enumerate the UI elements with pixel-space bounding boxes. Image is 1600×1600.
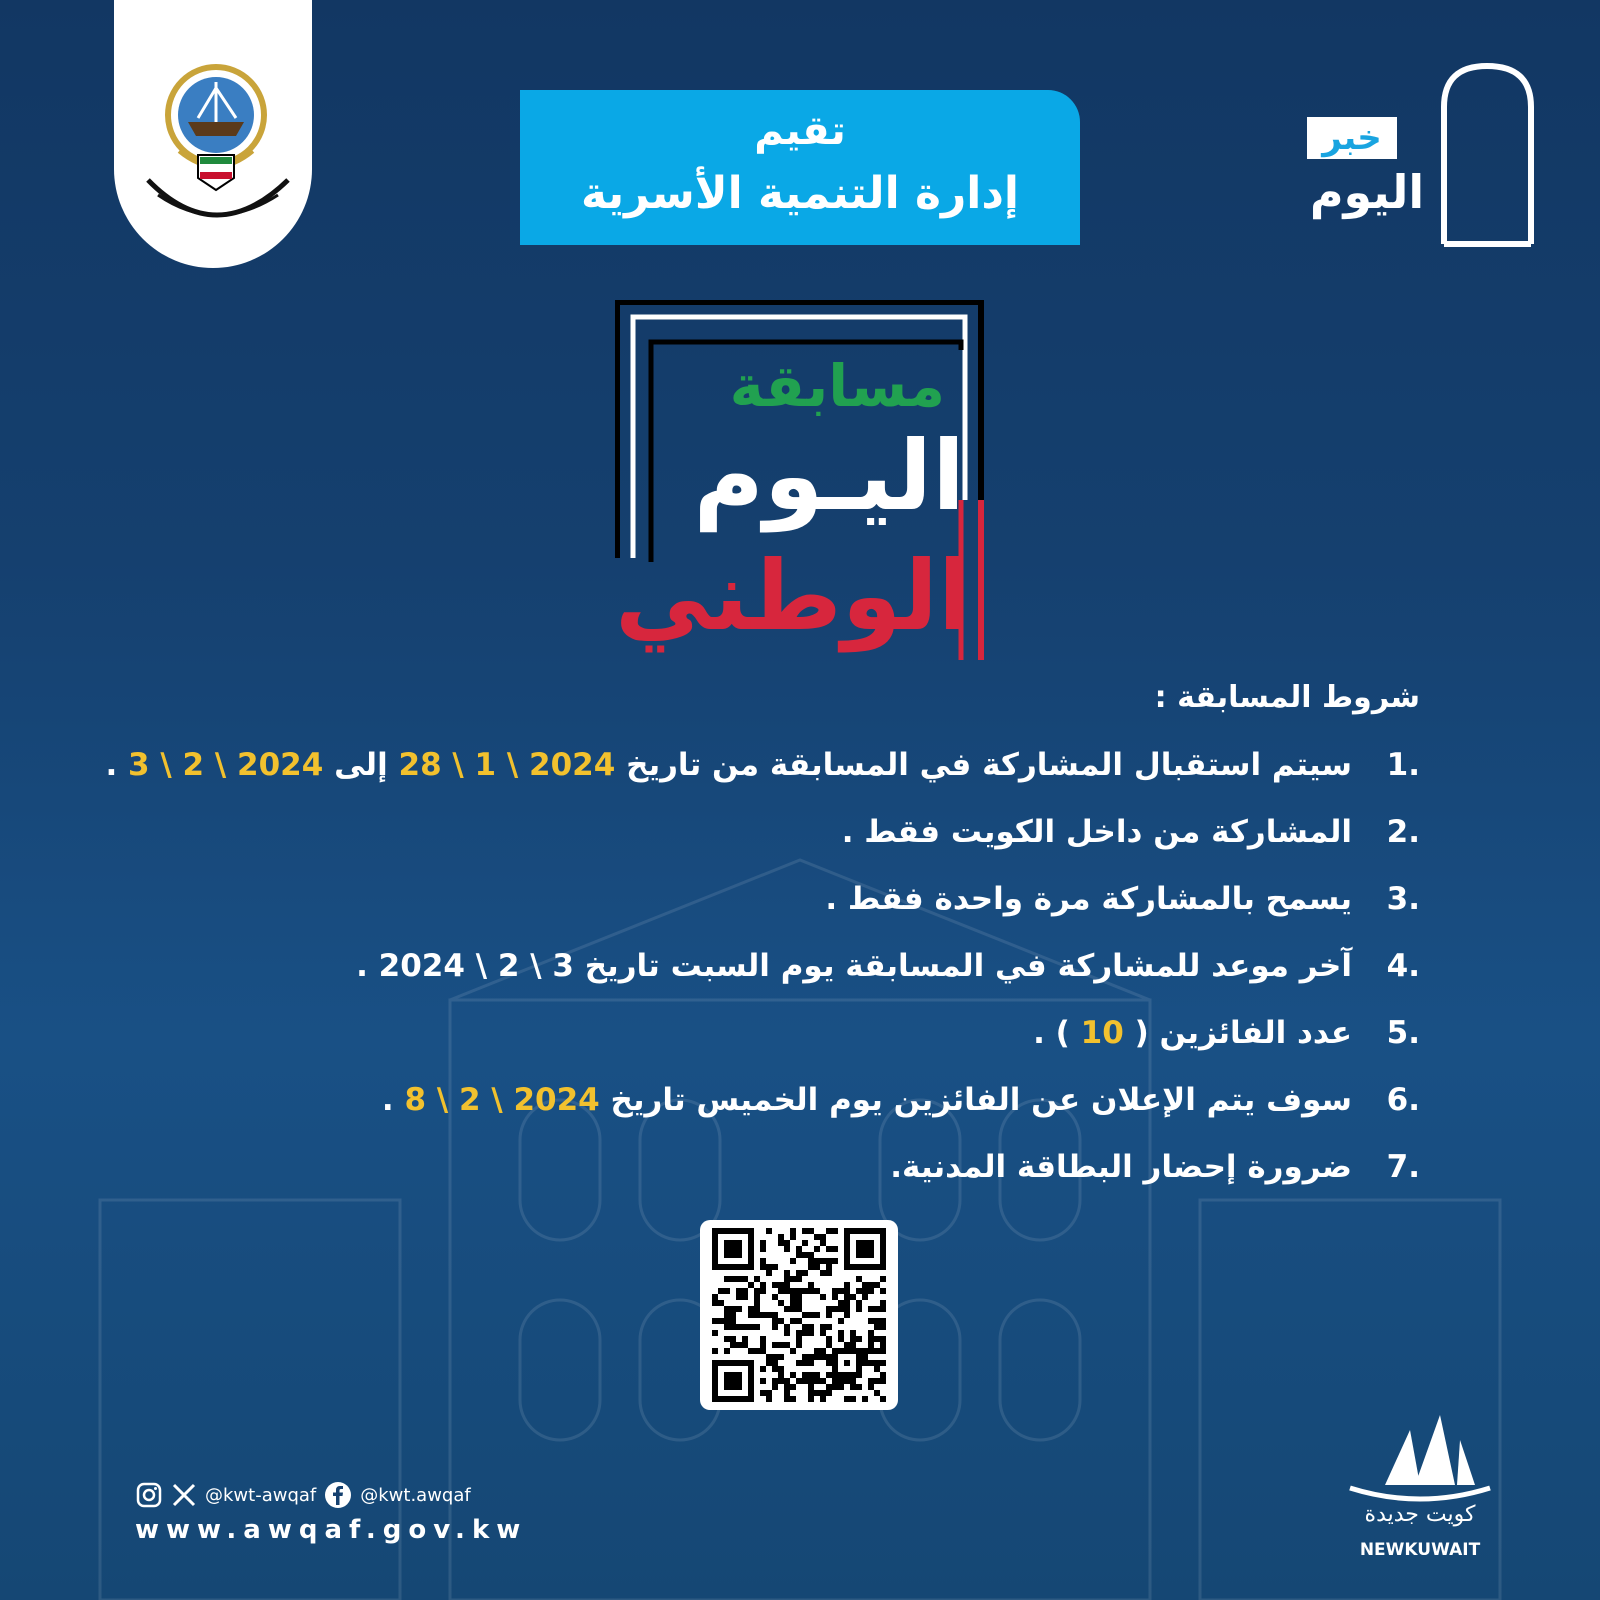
condition-number: .7 [1386, 1149, 1420, 1185]
newkuwait-arabic: كويت جديدة [1364, 1502, 1476, 1527]
conditions-heading: شروط المسابقة : [1154, 680, 1420, 715]
x-handle[interactable]: @kwt-awqaf [205, 1484, 317, 1506]
alyoum-word-large: اليـوم [693, 420, 965, 532]
date-highlight: 8 \ 2 \ 2024 [404, 1082, 600, 1118]
arch-icon [1440, 62, 1535, 247]
instagram-icon[interactable] [135, 1481, 163, 1509]
newkuwait-dhow-icon [1345, 1410, 1495, 1505]
social-handles [135, 1475, 471, 1515]
newkuwait-english: NEWKUWAIT [1359, 1540, 1481, 1560]
condition-item: .3 يسمح بالمشاركة مرة واحدة فقط . [150, 866, 1420, 933]
date-highlight: 3 \ 2 \ 2024 [128, 747, 324, 783]
condition-item: .7 ضرورة إحضار البطاقة المدنية. [150, 1134, 1420, 1201]
ministry-emblem-icon [128, 60, 298, 240]
condition-item: .6 سوف يتم الإعلان عن الفائزين يوم الخميس تاريخ 8 \ 2 \ 2024 . [150, 1067, 1420, 1134]
x-icon[interactable] [171, 1482, 197, 1508]
title-line-1: تقيم [754, 108, 846, 154]
qr-code-icon [710, 1228, 888, 1402]
facebook-handle[interactable]: @kwt.awqaf [360, 1484, 471, 1506]
title-banner [520, 90, 1080, 245]
alwatani-word: الوطني [615, 540, 971, 652]
competition-word: مسابقة [729, 352, 945, 420]
condition-number: .2 [1386, 814, 1420, 850]
newkuwait-logo [1345, 1410, 1505, 1570]
condition-item: .4 آخر موعد للمشاركة في المسابقة يوم السبت تاريخ 3 \ 2 \ 2024 . [150, 933, 1420, 1000]
facebook-icon[interactable] [324, 1481, 352, 1509]
khabar-alyoum-logo [1295, 62, 1535, 250]
condition-item: .5 عدد الفائزين ( 10 ) . [150, 1000, 1420, 1067]
khabar-word: خبر [1307, 117, 1397, 159]
condition-number: .1 [1386, 747, 1420, 783]
ministry-logo-tab [114, 0, 312, 268]
date-highlight: 28 \ 1 \ 2024 [398, 747, 616, 783]
alyoum-word: اليوم [1309, 165, 1425, 219]
condition-item: .1 سيتم استقبال المشاركة في المسابقة من تاريخ 28 \ 1 \ 2024 إلى 3 \ 2 \ 2024 . [150, 732, 1420, 799]
conditions-list [105, 732, 1420, 1201]
title-line-2: إدارة التنمية الأسرية [580, 168, 1020, 219]
competition-conditions [105, 680, 1420, 1201]
national-day-competition-logo [615, 300, 985, 665]
qr-code[interactable] [700, 1220, 898, 1410]
condition-item: .2 المشاركة من داخل الكويت فقط . [150, 799, 1420, 866]
condition-number: .6 [1386, 1082, 1420, 1118]
condition-number: .3 [1386, 881, 1420, 917]
winners-count-highlight: 10 [1080, 1015, 1124, 1051]
condition-number: .5 [1386, 1015, 1420, 1051]
condition-number: .4 [1386, 948, 1420, 984]
website-url[interactable]: www.awqaf.gov.kw [135, 1515, 528, 1545]
